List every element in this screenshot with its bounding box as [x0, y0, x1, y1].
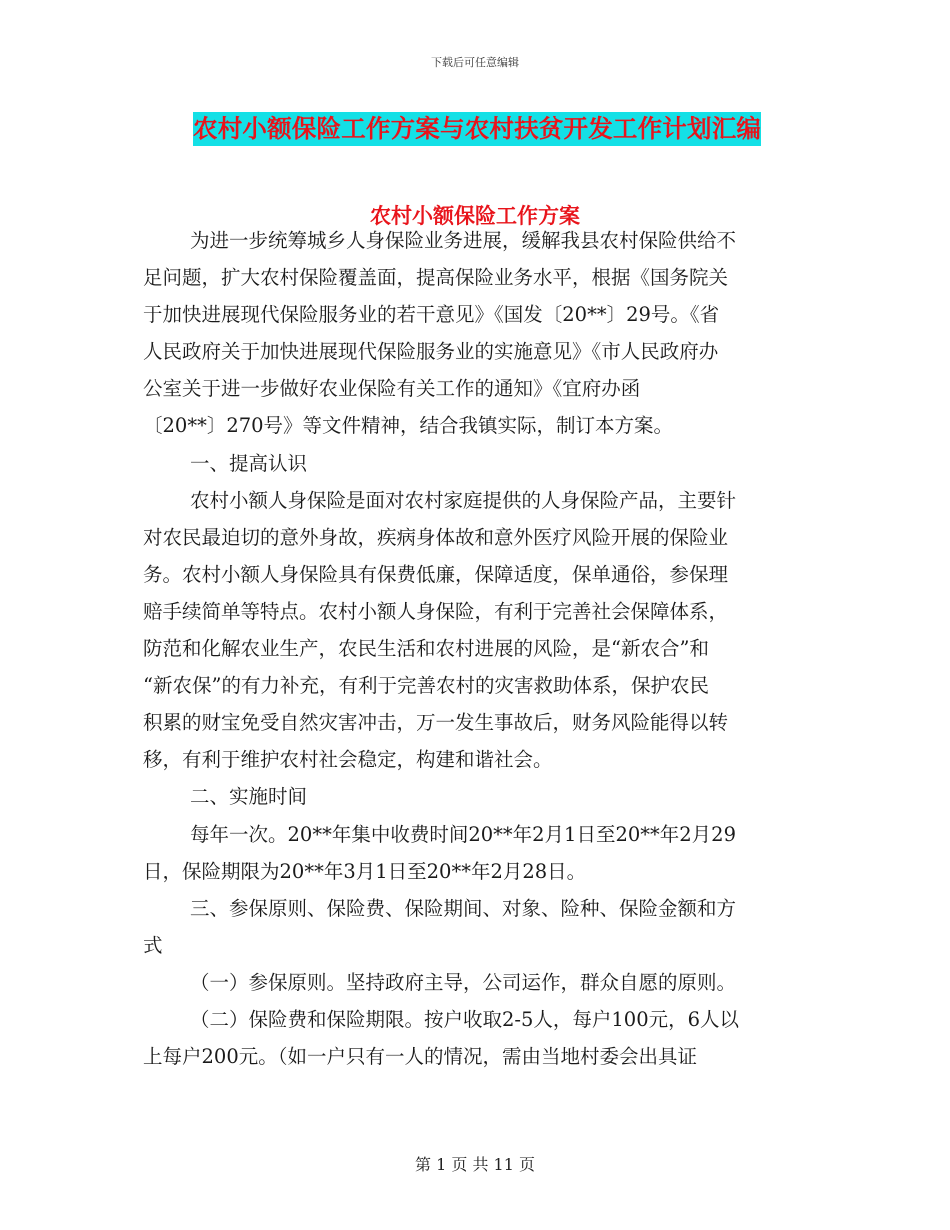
paragraph-line: 足问题，扩大农村保险覆盖面，提高保险业务水平，根据《国务院关: [143, 266, 729, 290]
header-note: 下载后可任意编辑: [431, 56, 519, 69]
section-heading: 三、参保原则、保险费、保险期间、对象、险种、保险金额和方: [190, 896, 737, 920]
paragraph-line: 对农民最迫切的意外身故，疾病身体故和意外医疗风险开展的保险业: [143, 525, 729, 549]
paragraph-line: “新农保”的有力补充，有利于完善农村的灾害救助体系，保护农民: [143, 674, 709, 698]
paragraph-line: 上每户200元。（如一户只有一人的情况，需由当地村委会出具证: [143, 1045, 697, 1069]
page-footer: 第 1 页 共 11 页: [415, 1155, 535, 1174]
paragraph-line: 于加快进展现代保险服务业的若干意见》《国发〔20**〕29号。《省: [143, 303, 720, 327]
paragraph-line: 务。农村小额人身保险具有保费低廉，保障适度，保单通俗，参保理: [143, 562, 729, 586]
paragraph-line: 防范和化解农业生产，农民生活和农村进展的风险，是“新农合”和: [143, 637, 709, 661]
paragraph-line: 为进一步统筹城乡人身保险业务进展，缓解我县农村保险供给不: [190, 229, 737, 252]
paragraph-line: 〔20**〕270号》等文件精神，结合我镇实际，制订本方案。: [143, 414, 674, 438]
paragraph-line: （二）保险费和保险期限。按户收取2-5人，每户100元，6人以: [190, 1007, 740, 1031]
paragraph-line: 人民政府关于加快进展现代保险服务业的实施意见》《市人民政府办: [143, 340, 719, 364]
section-heading: 式: [143, 933, 163, 957]
paragraph-line: 农村小额人身保险是面对农村家庭提供的人身保险产品，主要针: [190, 488, 737, 512]
paragraph-line: 移，有利于维护农村社会稳定，构建和谐社会。: [143, 748, 553, 772]
paragraph-line: 每年一次。20**年集中收费时间20**年2月1日至20**年2月29: [190, 822, 736, 846]
section-title: 农村小额保险工作方案: [370, 203, 580, 228]
main-title: 农村小额保险工作方案与农村扶贫开发工作计划汇编: [193, 112, 761, 146]
paragraph-line: 赔手续简单等特点。农村小额人身保险，有利于完善社会保障体系，: [143, 599, 729, 623]
body-text: [143, 222, 807, 1075]
section-heading: 一、提高认识: [190, 451, 308, 475]
paragraph-line: 积累的财宝免受自然灾害冲击，万一发生事故后，财务风险能得以转: [143, 711, 729, 735]
paragraph-line: 日，保险期限为20**年3月1日至20**年2月28日。: [143, 859, 587, 883]
paragraph-line: （一）参保原则。坚持政府主导，公司运作，群众自愿的原则。: [190, 970, 737, 994]
section-heading: 二、实施时间: [190, 785, 308, 809]
paragraph-line: 公室关于进一步做好农业保险有关工作的通知》《宜府办函: [143, 377, 641, 401]
